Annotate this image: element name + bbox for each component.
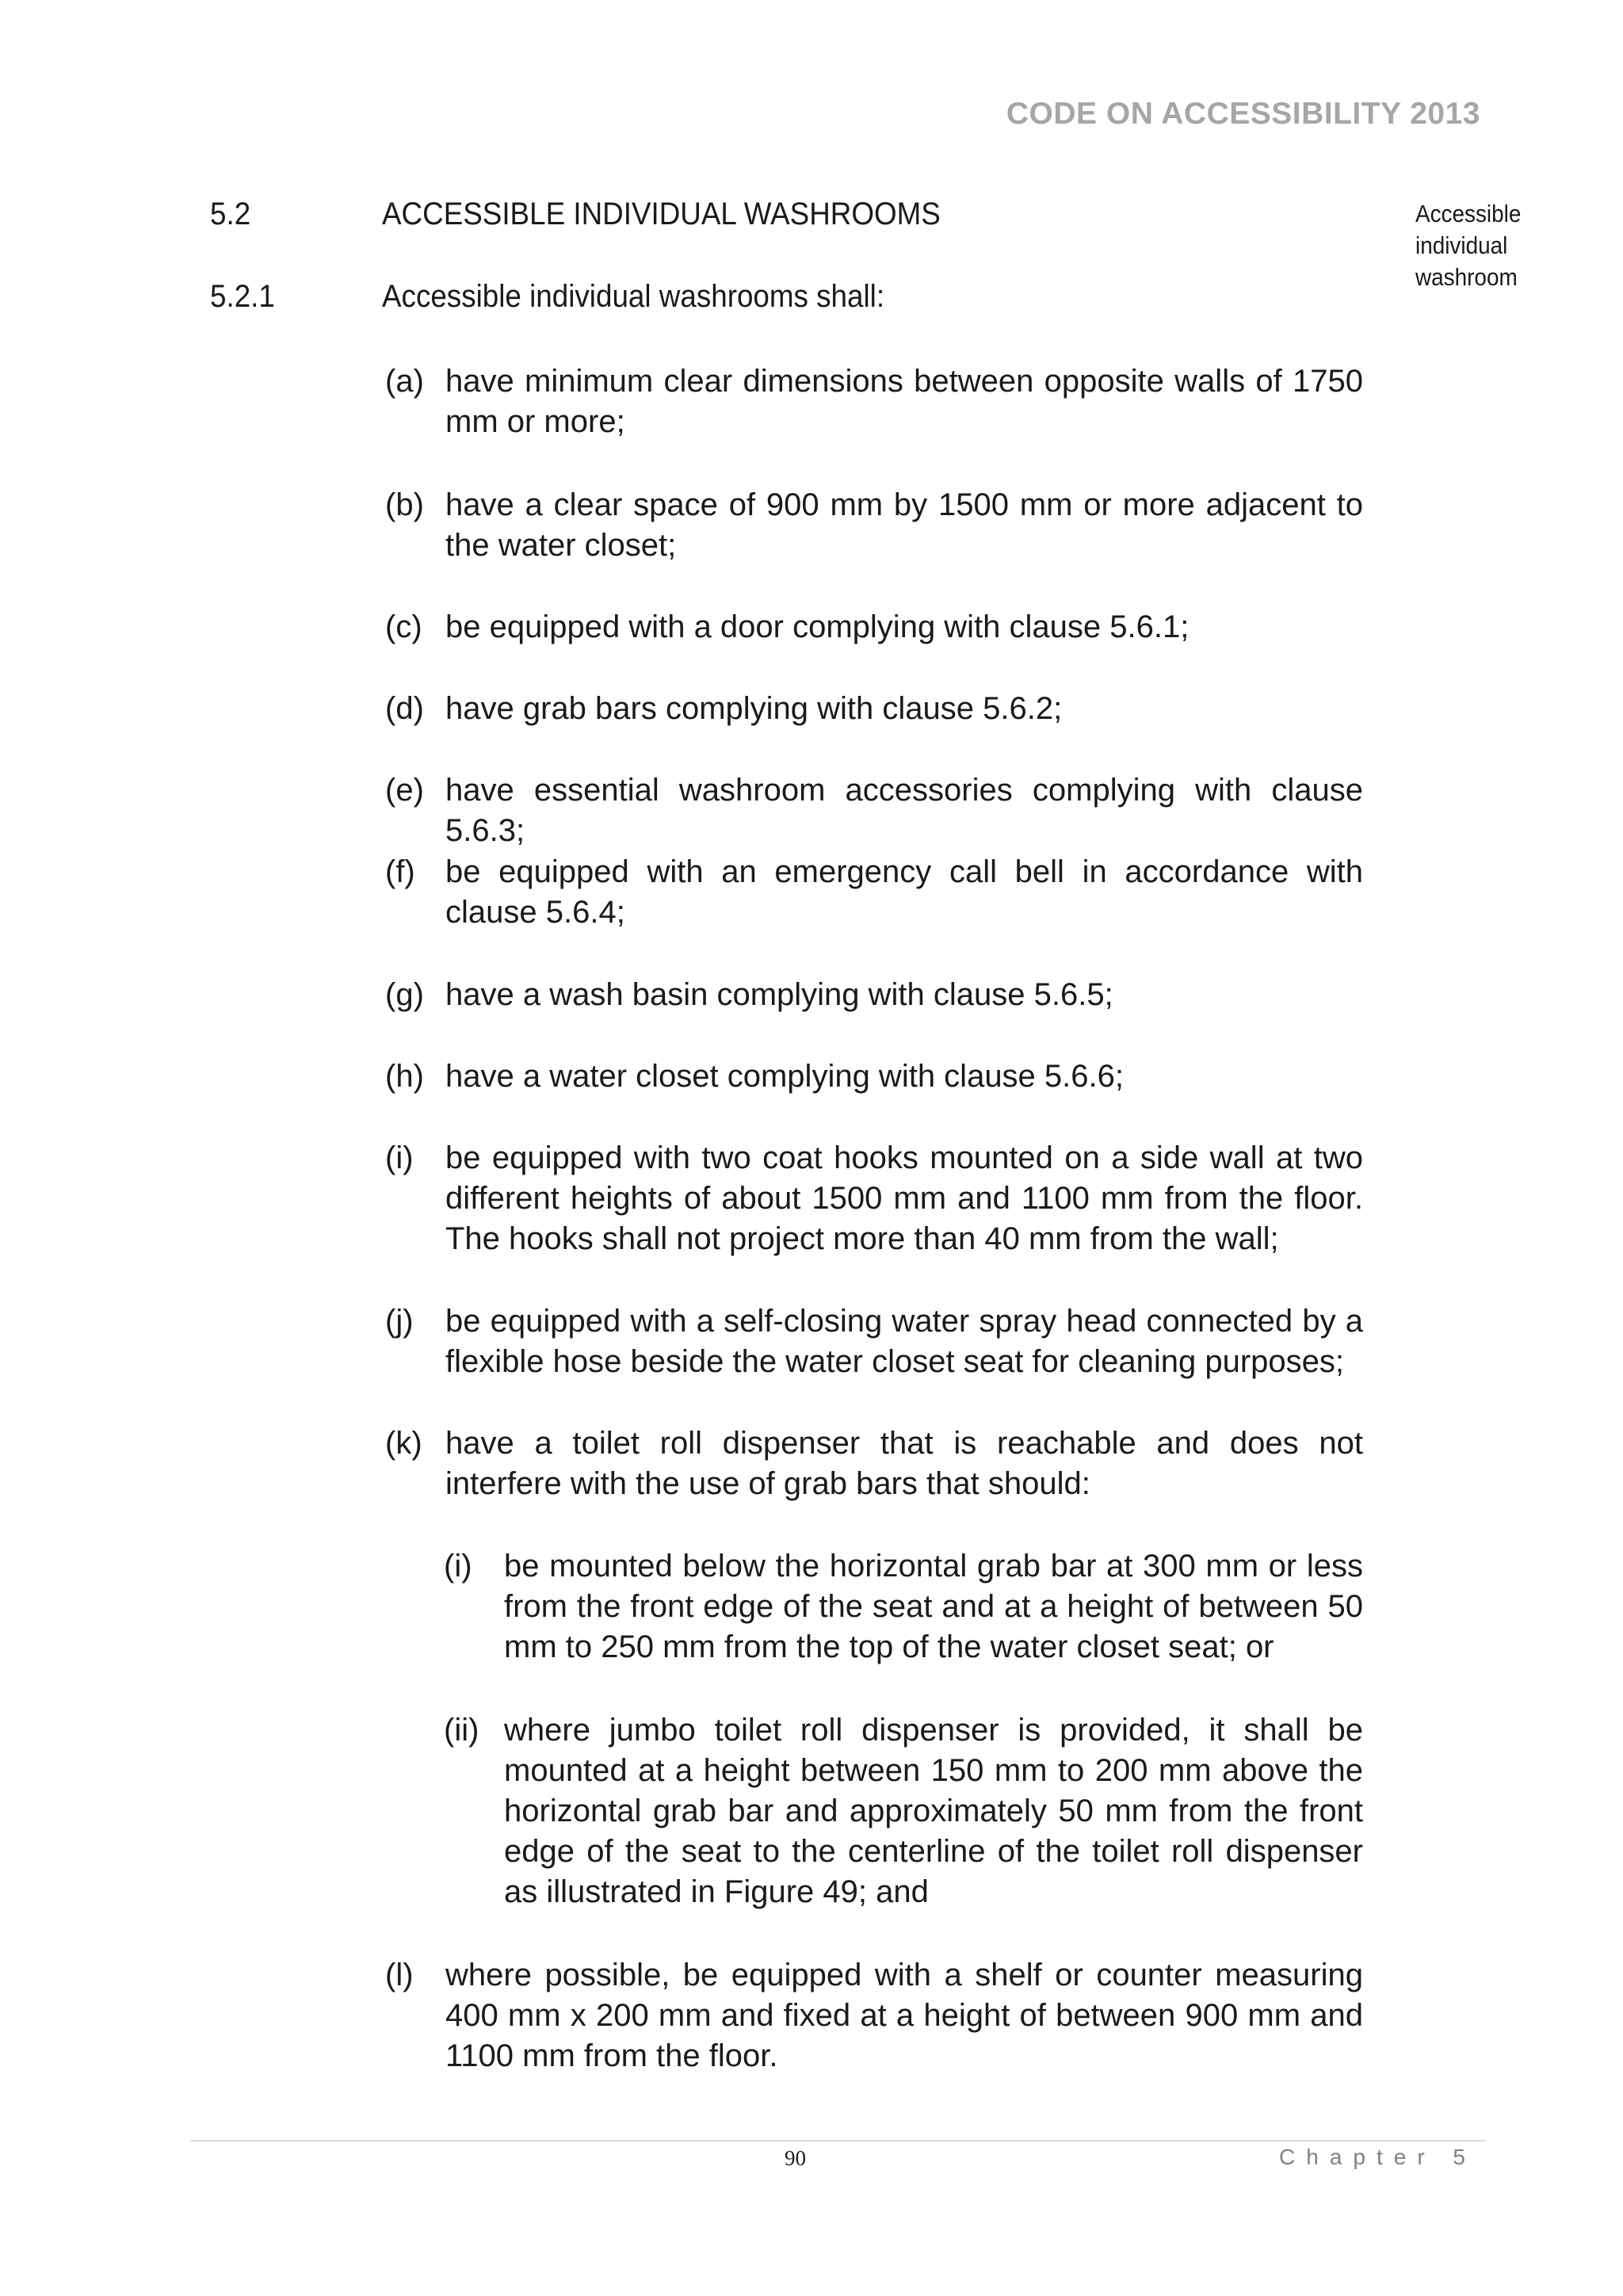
list-item-e xyxy=(385,770,1363,851)
list-item-label: (e) xyxy=(385,773,424,808)
list-item-label: (d) xyxy=(385,691,424,726)
sub-item-text: where jumbo toilet roll dispenser is provided, it shall be mounted at a height between 150 mm to 200 mm above the horizontal grab bar and approximately 50 mm from the front edge of the seat to the centerline of the toilet roll dispenser as illustrated in Figure 49; and xyxy=(504,1713,1363,1909)
clause-intro: Accessible individual washrooms shall: xyxy=(382,279,885,314)
footer-divider xyxy=(190,2140,1486,2141)
list-item-a xyxy=(385,361,1363,442)
list-item-label: (g) xyxy=(385,977,424,1012)
clause-number: 5.2.1 xyxy=(210,279,275,314)
list-item-label: (h) xyxy=(385,1059,424,1094)
list-item-text: have a water closet complying with clause 5.6.6; xyxy=(445,1059,1124,1094)
list-item-text: be equipped with an emergency call bell in accordance with clause 5.6.4; xyxy=(445,854,1363,930)
running-header: CODE ON ACCESSIBILITY 2013 xyxy=(1006,97,1480,131)
margin-note: Accessible individual washroom xyxy=(1415,200,1522,291)
list-item-c xyxy=(385,607,1363,648)
sub-item-label: (i) xyxy=(444,1549,472,1584)
list-item-j xyxy=(385,1301,1363,1382)
list-item-text: have a clear space of 900 mm by 1500 mm or more adjacent to the water closet; xyxy=(445,487,1363,563)
list-item-b xyxy=(385,485,1363,566)
list-item-f xyxy=(385,852,1363,933)
list-item-d xyxy=(385,689,1363,729)
sub-item-ii xyxy=(444,1710,1363,1912)
list-item-text: have minimum clear dimensions between opposite walls of 1750 mm or more; xyxy=(445,364,1363,439)
list-item-l xyxy=(385,1955,1363,2076)
list-item-label: (a) xyxy=(385,364,424,399)
list-item-k xyxy=(385,1423,1363,1504)
sub-item-label: (ii) xyxy=(444,1713,479,1748)
list-item-text: where possible, be equipped with a shelf or counter measuring 400 mm x 200 mm and fixed at a height of between 900 mm and 1100 mm from the floor. xyxy=(445,1958,1363,2073)
list-item-label: (j) xyxy=(385,1304,414,1339)
list-item-g xyxy=(385,975,1363,1015)
section-title: ACCESSIBLE INDIVIDUAL WASHROOMS xyxy=(382,197,941,231)
list-item-label: (i) xyxy=(385,1140,414,1175)
sub-item-i xyxy=(444,1546,1363,1668)
list-item-text: be equipped with a self-closing water spray head connected by a flexible hose beside the water closet seat for cleaning purposes; xyxy=(445,1304,1363,1379)
list-item-label: (f) xyxy=(385,854,415,889)
list-item-label: (b) xyxy=(385,487,424,522)
list-item-text: have a wash basin complying with clause 5.6.5; xyxy=(445,977,1113,1012)
list-item-label: (c) xyxy=(385,609,422,644)
list-item-label: (l) xyxy=(385,1958,414,1992)
list-item-text: have grab bars complying with clause 5.6.2; xyxy=(445,691,1063,726)
list-item-i xyxy=(385,1138,1363,1259)
sub-item-text: be mounted below the horizontal grab bar at 300 mm or less from the front edge of the seat and at a height of between 50 mm to 250 mm from the top of the water closet seat; or xyxy=(504,1549,1363,1664)
section-number: 5.2 xyxy=(210,197,251,231)
list-item-text: have a toilet roll dispenser that is reachable and does not interfere with the use of grab bars that should: xyxy=(445,1426,1363,1501)
list-item-h xyxy=(385,1056,1363,1097)
page-number: 90 xyxy=(785,2146,806,2170)
list-item-label: (k) xyxy=(385,1426,422,1461)
chapter-label: Chapter 5 xyxy=(1279,2145,1476,2169)
list-item-text: be equipped with a door complying with clause 5.6.1; xyxy=(445,609,1190,644)
list-item-text: have essential washroom accessories complying with clause 5.6.3; xyxy=(445,773,1363,848)
list-item-text: be equipped with two coat hooks mounted on a side wall at two different heights of about 1500 mm and 1100 mm from the floor. The hooks shall not project more than 40 mm from the wall; xyxy=(445,1140,1363,1256)
